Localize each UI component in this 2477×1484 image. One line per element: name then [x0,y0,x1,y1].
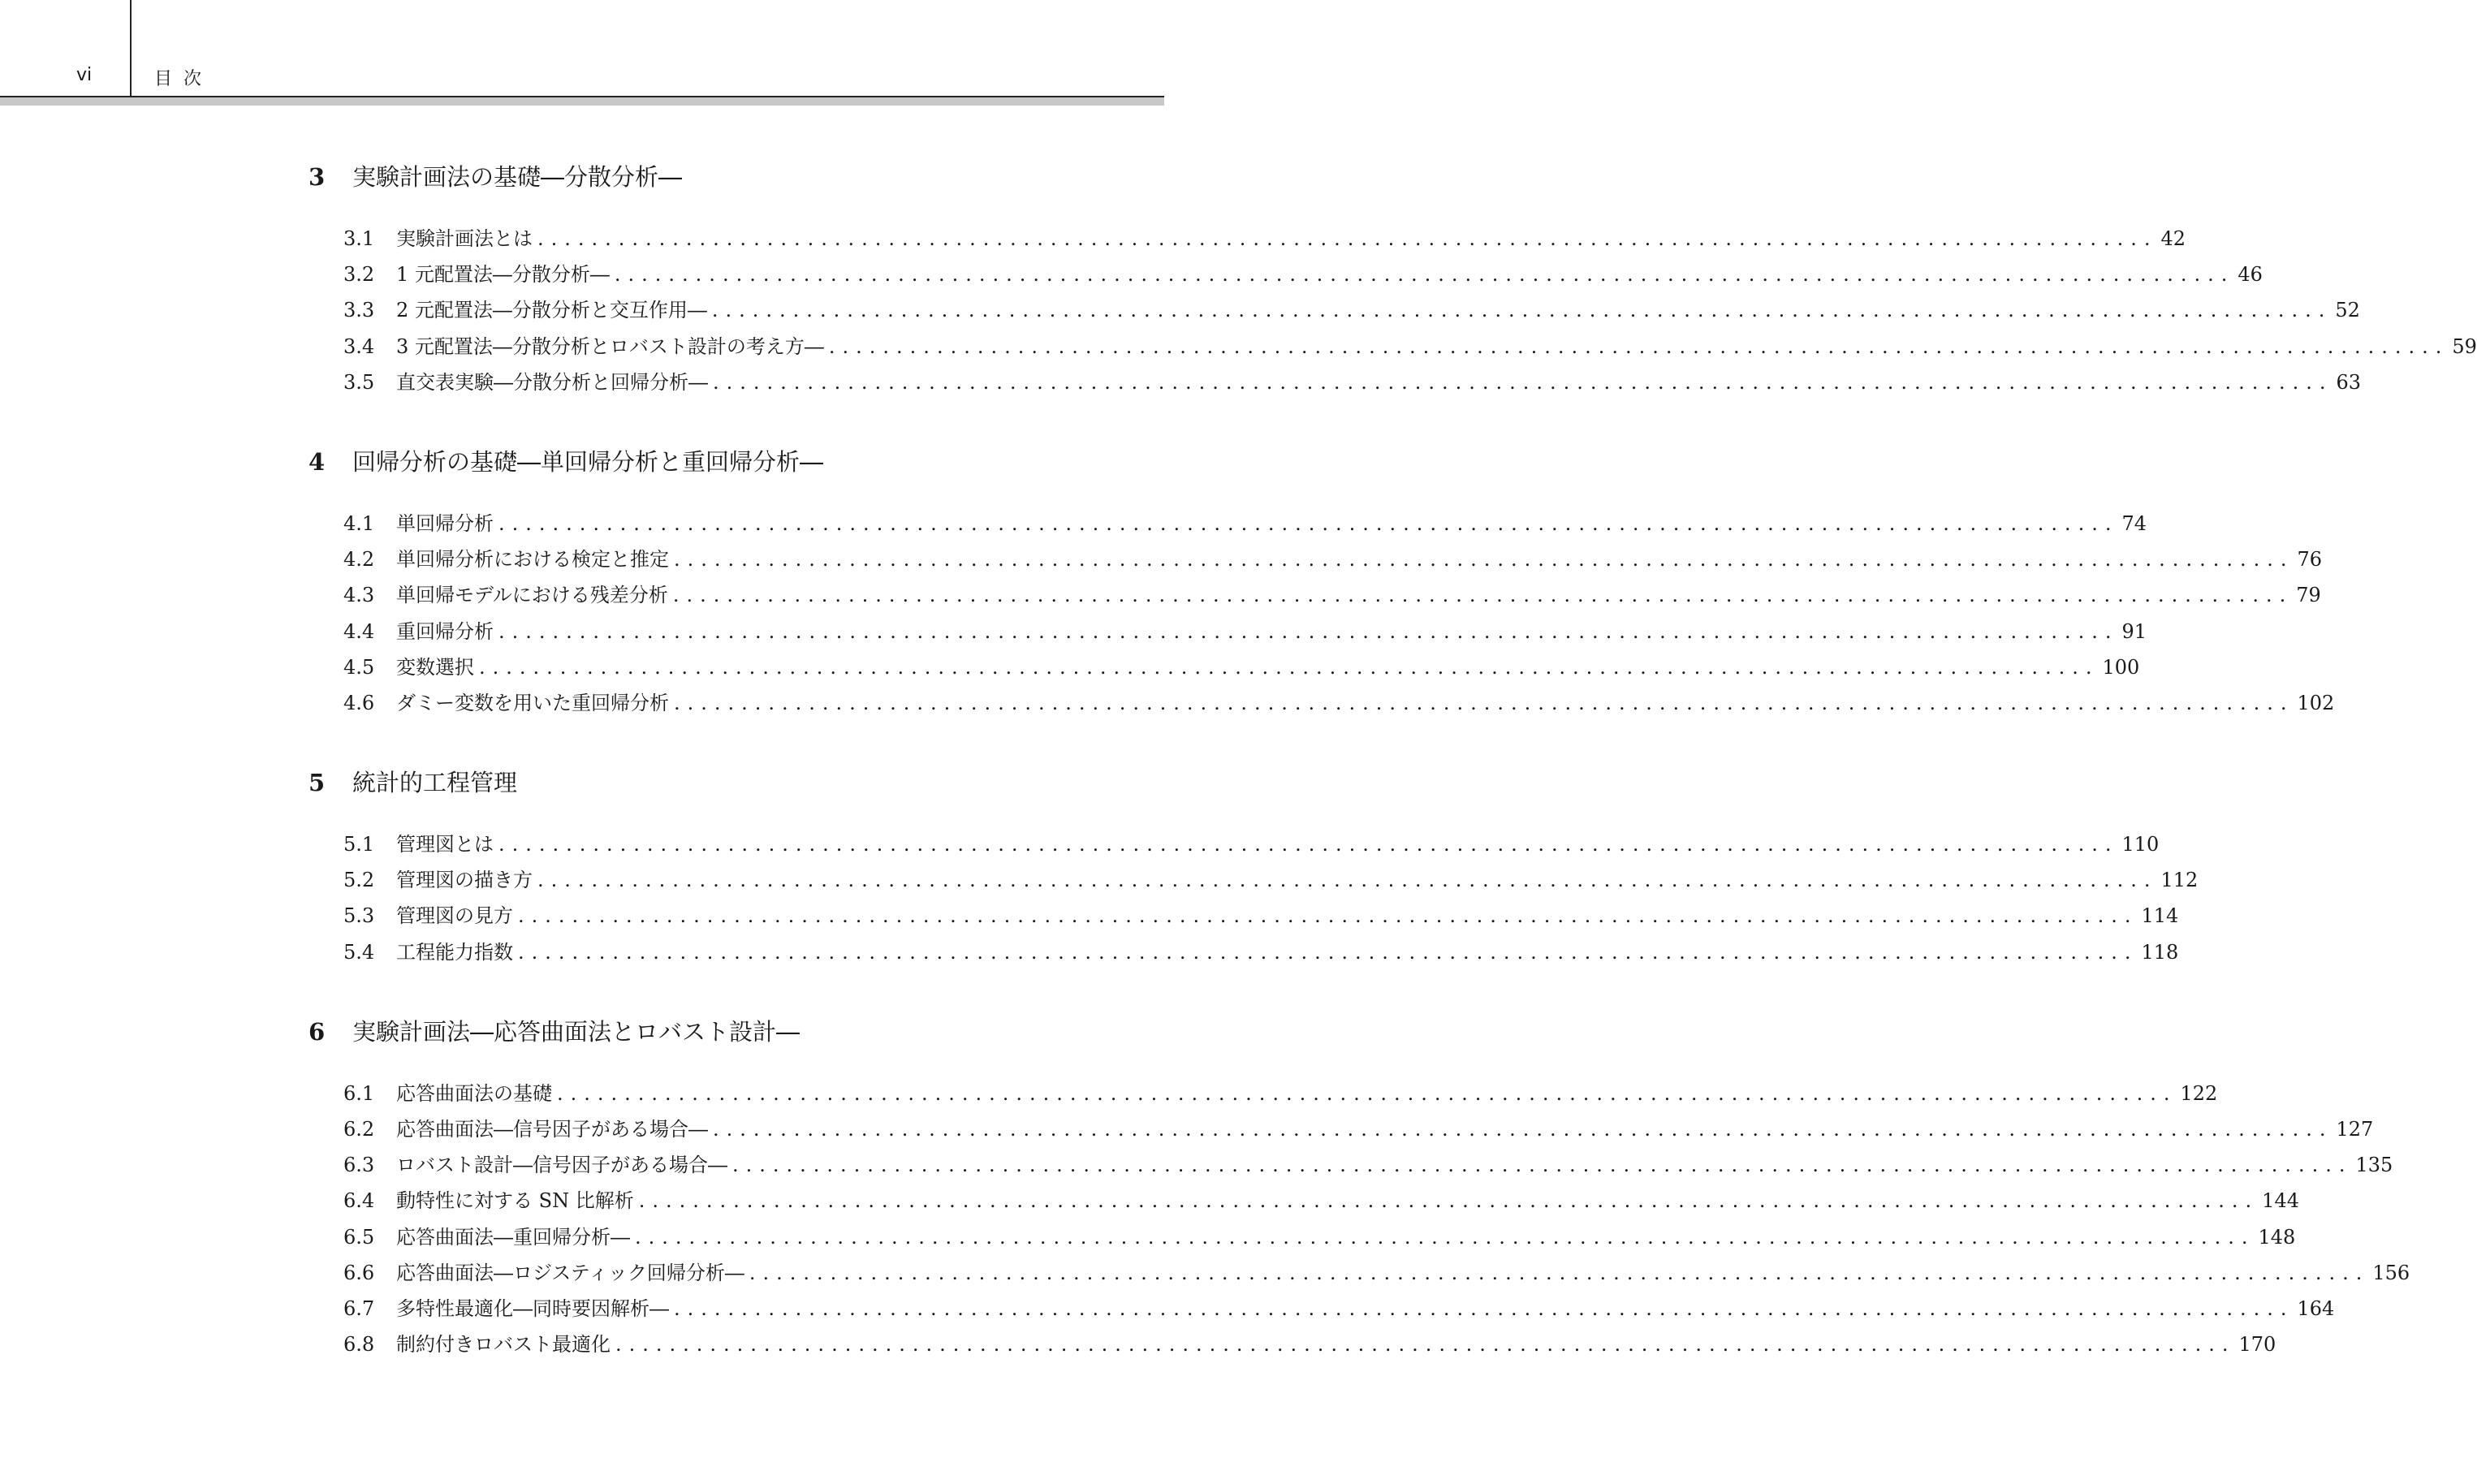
dot-leader: ........................................................................................................................ [674,691,2294,714]
section-list [309,222,2477,402]
page-number: 118 [2141,940,2179,964]
section-title: 応答曲面法―信号因子がある場合― [396,1118,708,1141]
dot-leader: ........................................................................................................................ [479,655,2099,679]
dot-leader: ........................................................................................................................ [518,904,2138,928]
toc-entry[interactable] [343,864,2199,899]
section-title: 動特性に対する SN 比解析 [396,1189,634,1213]
chapter-title: 統計的工程管理 [352,769,518,797]
section-number: 5.2 [343,869,375,892]
section-number: 4.2 [343,548,375,572]
toc-entry[interactable] [343,1292,2335,1328]
section-list [309,1077,2410,1365]
section-list [309,507,2335,723]
toc-entry[interactable] [343,366,2362,402]
page-number: 112 [2160,869,2199,892]
dot-leader: ........................................................................................................................ [749,1261,2370,1284]
dot-leader: ........................................................................................................................ [537,227,2158,250]
toc-chapter [309,159,2477,402]
section-number: 3.5 [343,370,375,394]
page-number: 102 [2297,691,2335,714]
dot-leader: ........................................................................................................................ [557,1081,2177,1105]
section-title: 応答曲面法の基礎 [396,1081,552,1105]
section-title: 変数選択 [396,655,474,679]
chapter-number: 6 [309,1017,326,1046]
section-title: 単回帰モデルにおける残差分析 [396,584,668,607]
dot-leader: ........................................................................................................................ [674,548,2294,572]
section-number: 3.4 [343,334,375,358]
toc-entry[interactable] [343,222,2186,258]
section-title: 応答曲面法―ロジスティック回帰分析― [396,1261,744,1284]
dot-leader: ........................................................................................................................ [498,619,2119,643]
toc-entry[interactable] [343,687,2335,723]
toc-entry[interactable] [343,1257,2410,1292]
toc-entry[interactable] [343,1113,2374,1149]
page-number: 135 [2355,1154,2393,1177]
chapter-number: 5 [309,769,326,797]
toc-entry[interactable] [343,1328,2276,1364]
section-number: 4.6 [343,691,375,714]
page-number: 164 [2297,1296,2335,1320]
section-number: 6.4 [343,1189,375,1213]
page-number: 63 [2336,370,2362,394]
running-head [0,0,1164,97]
page-number: 100 [2102,655,2140,679]
chapter-heading[interactable] [309,444,1044,477]
section-title: 工程能力指数 [396,940,513,964]
section-title: 応答曲面法―重回帰分析― [396,1225,630,1249]
toc-entry[interactable] [343,1077,2218,1113]
section-number: 4.5 [343,655,375,679]
dot-leader: ........................................................................................................................ [518,940,2138,964]
toc-entry[interactable] [343,579,2321,615]
page-number: 46 [2237,263,2263,287]
page-number: 52 [2335,299,2360,322]
chapter-title: 回帰分析の基礎―単回帰分析と重回帰分析― [352,447,824,476]
page-number: 59 [2452,334,2477,358]
dot-leader: ........................................................................................................................ [672,584,2294,607]
chapter-number: 3 [309,163,326,191]
section-title: 直交表実験―分散分析と回帰分析― [396,370,708,394]
toc-chapter [309,1014,2410,1365]
section-title: 管理図の見方 [396,904,513,928]
header-rule-shadow [0,97,1164,106]
section-title: 管理図とは [396,833,494,856]
section-number: 3.3 [343,299,375,322]
section-number: 6.1 [343,1081,375,1105]
dot-leader: ........................................................................................................................ [711,299,2332,322]
toc-entry[interactable] [343,936,2179,972]
section-number: 3.1 [343,227,375,250]
section-title: 実験計画法とは [396,227,533,250]
section-title: 多特性最適化―同時要因解析― [396,1296,669,1320]
toc-entry[interactable] [343,899,2179,935]
page-number: 122 [2180,1081,2218,1105]
toc-entry[interactable] [343,258,2263,294]
section-title: 重回帰分析 [396,619,494,643]
section-number: 6.3 [343,1154,375,1177]
dot-leader: ........................................................................................................................ [638,1189,2259,1213]
toc-chapter [309,765,2199,972]
dot-leader: ........................................................................................................................ [498,511,2119,535]
page-folio: vi [76,65,93,85]
page-number: 79 [2296,584,2321,607]
section-title: 管理図の描き方 [396,869,533,892]
page-number: 110 [2121,833,2160,856]
toc-entry[interactable] [343,507,2147,543]
section-number: 4.1 [343,511,375,535]
section-number: 5.3 [343,904,375,928]
chapter-heading[interactable] [309,1014,1044,1046]
section-number: 6.5 [343,1225,375,1249]
section-number: 4.4 [343,619,375,643]
dot-leader: ........................................................................................................................ [732,1154,2353,1177]
dot-leader: ........................................................................................................................ [635,1225,2255,1249]
page-number: 148 [2258,1225,2296,1249]
page-number: 114 [2141,904,2179,928]
dot-leader: ........................................................................................................................ [713,1118,2333,1141]
chapter-heading[interactable] [309,765,1044,797]
section-number: 6.6 [343,1261,375,1284]
dot-leader: ........................................................................................................................ [828,334,2449,358]
section-title: 単回帰分析における検定と推定 [396,548,669,572]
section-title: 2 元配置法―分散分析と交互作用― [396,299,707,322]
section-list [309,828,2199,972]
section-number: 5.1 [343,833,375,856]
page-number: 170 [2238,1333,2276,1357]
section-number: 6.7 [343,1296,375,1320]
section-number: 3.2 [343,263,375,287]
section-number: 4.3 [343,584,375,607]
section-number: 5.4 [343,940,375,964]
dot-leader: ........................................................................................................................ [615,1333,2236,1357]
page-number: 144 [2262,1189,2299,1213]
chapter-title: 実験計画法の基礎―分散分析― [352,163,683,191]
page-number: 156 [2372,1261,2410,1284]
table-of-contents [309,159,2477,1406]
dot-leader: ........................................................................................................................ [614,263,2235,287]
section-title: 1 元配置法―分散分析― [396,263,610,287]
dot-leader: ........................................................................................................................ [537,869,2158,892]
section-title: ロバスト設計―信号因子がある場合― [396,1154,727,1177]
section-title: 3 元配置法―分散分析とロバスト設計の考え方― [396,334,824,358]
section-number: 6.2 [343,1118,375,1141]
dot-leader: ........................................................................................................................ [674,1296,2294,1320]
toc-entry[interactable] [343,330,2477,366]
toc-entry[interactable] [343,543,2323,579]
page-number: 91 [2121,619,2147,643]
dot-leader: ........................................................................................................................ [498,833,2119,856]
toc-entry[interactable] [343,828,2160,864]
chapter-title: 実験計画法―応答曲面法とロバスト設計― [352,1017,800,1046]
chapter-number: 4 [309,447,326,476]
section-number: 6.8 [343,1333,375,1357]
page-number: 74 [2121,511,2147,535]
page-number: 127 [2336,1118,2374,1141]
page-number: 76 [2297,548,2323,572]
header-divider [130,0,132,96]
running-head-title: 目次 [154,69,214,89]
toc-entry[interactable] [343,651,2140,687]
chapter-heading[interactable] [309,159,1044,192]
dot-leader: ........................................................................................................................ [713,370,2333,394]
toc-entry[interactable] [343,294,2360,330]
toc-entry[interactable] [343,1149,2393,1184]
toc-chapter [309,444,2335,723]
toc-entry[interactable] [343,1221,2296,1257]
page-number: 42 [2160,227,2186,250]
toc-entry[interactable] [343,615,2147,651]
section-title: ダミー変数を用いた重回帰分析 [396,691,669,714]
section-title: 制約付きロバスト最適化 [396,1333,611,1357]
section-title: 単回帰分析 [396,511,494,535]
toc-entry[interactable] [343,1184,2299,1220]
